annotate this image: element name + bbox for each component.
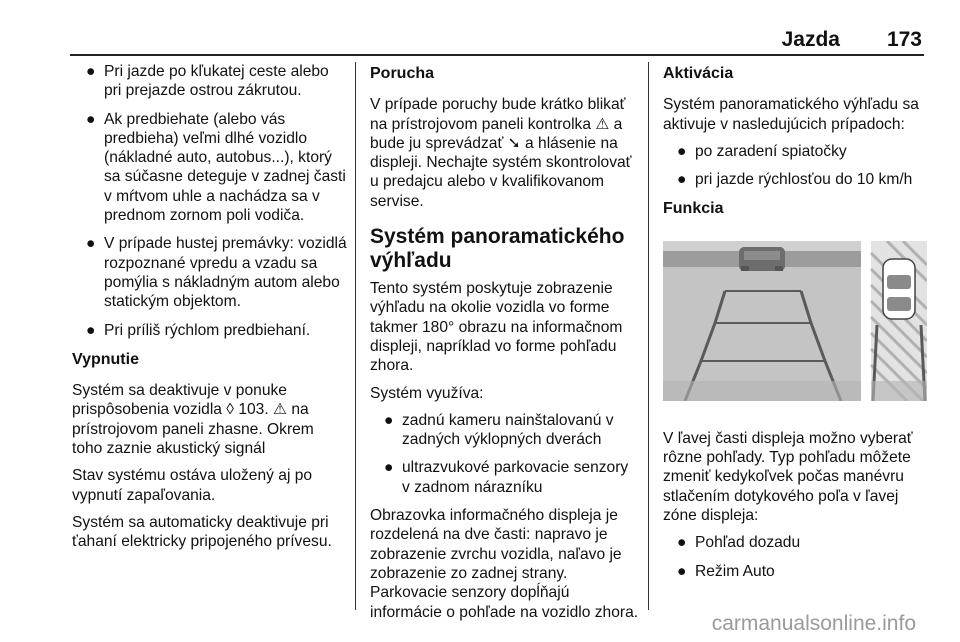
rear-camera-view (663, 241, 861, 401)
list-item: ● Pohľad dozadu (677, 534, 801, 552)
paragraph: Systém využíva: (370, 384, 484, 402)
paragraph: V ľavej časti displeja možno vyberať rôzne pohľady. Typ pohľadu môžete zmeniť kedykoľvek počas manévru stlačením dotykového poľa v ľavej zóne displeja: (663, 429, 913, 524)
bullet-list (663, 533, 928, 581)
panoramic-view-illustration (663, 241, 927, 401)
watermark: carmanualsonline.info (711, 612, 916, 635)
paragraph: Systém sa deaktivuje v ponuke prispôsobenia vozidla ◊ 103. ⚠ na prístrojovom paneli zhasne. Okrem toho zaznie akustický signál (72, 382, 314, 458)
paragraph: Obrazovka informačného displeja je rozdelená na dve časti: napravo je zobrazenie zvrchu vozidla, naľavo je zobrazenie zo zadnej strany. Parkovacie senzory dopĺňajú informácie o pohľade na vozidlo zhora. (370, 507, 639, 621)
bullet-list (370, 411, 640, 497)
list-item: ● V prípade hustej premávky: vozidlá rozpoznané vpredu a vzadu sa pomýlia s nákladným autom alebo statickým objektom. (86, 235, 347, 311)
list-item: ● zadnú kameru nainštalovanú v zadných výklopných dverách (384, 411, 614, 449)
heading-funkcia: Funkcia (663, 200, 724, 218)
paragraph: Systém sa automaticky deaktivuje pri ťahaní elektricky pripojeného prívesu. (72, 513, 332, 551)
vehicle-top-icon (883, 259, 915, 319)
section-title: Jazda (781, 28, 840, 51)
list-item: ● Pri príliš rýchlom predbiehaní. (86, 321, 311, 339)
page-header (0, 22, 924, 52)
bullet-list (72, 62, 348, 340)
bullet-list (663, 142, 928, 190)
list-item: ● ultrazvukové parkovacie senzory v zadnom nárazníku (384, 459, 629, 496)
column-right (663, 62, 928, 590)
heading-porucha: Porucha (370, 65, 435, 82)
column-divider (648, 62, 649, 610)
page-number: 173 (886, 28, 922, 51)
column-left (72, 62, 348, 560)
heading-aktivacia: Aktivácia (663, 65, 734, 82)
paragraph: Systém panoramatického výhľadu sa aktivuje v nasledujúcich prípadoch: (663, 96, 919, 133)
list-item: ● Pri jazde po kľukatej ceste alebo pri prejazde ostrou zákrutou. (86, 63, 329, 100)
list-item: ● po zaradení spiatočky (677, 142, 847, 160)
paragraph: Stav systému ostáva uložený aj po vypnutí zapaľovania. (72, 467, 313, 504)
list-item: ● Režim Auto (677, 562, 775, 580)
car-icon (739, 247, 785, 271)
header-rule (70, 54, 924, 56)
heading-vypnutie: Vypnutie (72, 350, 139, 368)
column-divider (355, 62, 356, 610)
column-middle (370, 62, 640, 630)
list-item: ● pri jazde rýchlosťou do 10 km/h (677, 171, 913, 189)
paragraph: V prípade poruchy bude krátko blikať na prístrojovom paneli kontrolka ⚠ a bude ju sprevádzať ➘ a hlásenie na displeji. Nechajte systém skontrolovať u predajcu alebo v kvalifikovanom servise. (370, 96, 632, 210)
top-view (871, 241, 927, 401)
list-item: ● Ak predbiehate (alebo vás predbieha) veľmi dlhé vozidlo (nákladné auto, autobus...), ktorý sa súčasne deteguje v zadnej časti v mŕtvom uhle a nachádza sa v prednom zornom poli vodiča. (86, 110, 346, 225)
paragraph: Tento systém poskytuje zobrazenie výhľadu na okolie vozidla vo forme takmer 180° obrazu na informačnom displeji, napríklad vo forme pohľadu zhora. (370, 280, 623, 375)
section-heading: Systém panoramatického výhľadu (370, 225, 625, 273)
